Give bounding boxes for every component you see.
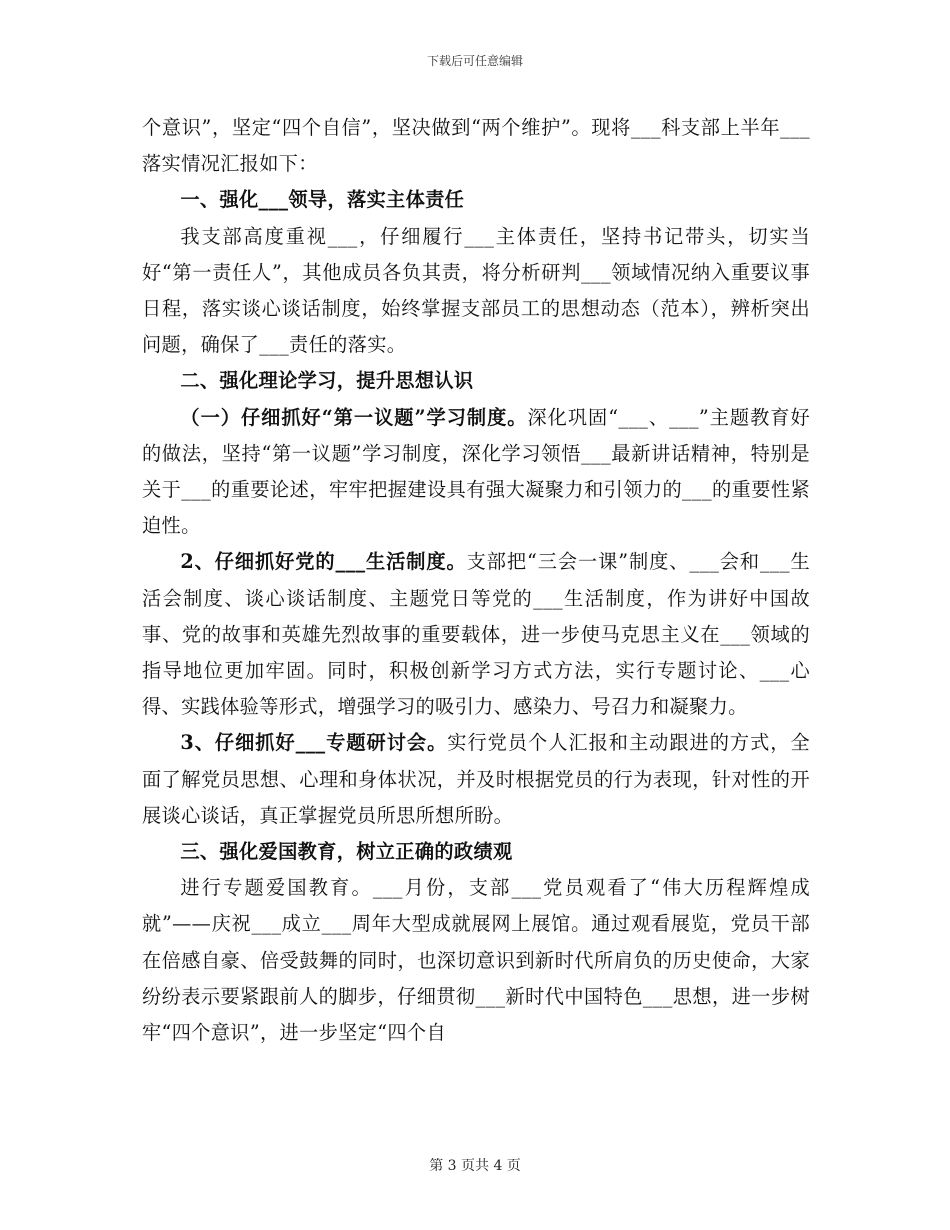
document-body (142, 110, 810, 1051)
page-header-note: 下载后可任意编辑 (426, 54, 523, 68)
section-heading: 二、强化理论学习，提升思想认识 (180, 369, 474, 393)
body-paragraph: 个意识”，坚定“四个自信”，坚决做到“两个维护”。现将___科支部上半年___落实情况汇报如下： (142, 116, 810, 176)
body-paragraph: 进行专题爱国教育。___月份，支部___党员观看了“伟大历程辉煌成就”——庆祝___成立___周年大型成就展网上展馆。通过观看展览，党员干部在倍感自豪、倍受鼓舞的同时，也深切意识到新时代所肩负的历史使命，大家纷纷表示要紧跟前人的脚步，仔细贯彻___新时代中国特色___思想，进一步树牢“四个意识”，进一步坚定“四个自 (142, 876, 810, 1045)
body-paragraph (142, 400, 810, 545)
paragraph-text: 支部把“三会一课”制度、___会和___生活会制度、谈心谈话制度、主题党日等党的___生活制度，作为讲好中国故事、党的故事和英雄先烈故事的重要载体，进一步使马克思主义在___领域的指导地位更加牢固。同时，积极创新学习方式方法，实行专题讨论、___心得、实践体验等形式，增强学习的吸引力、感染力、号召力和凝聚力。 (142, 550, 811, 719)
section-heading: 三、强化爱国教育，树立正确的政绩观 (180, 840, 513, 864)
page-number: 第 3 页共 4 页 (429, 1158, 521, 1174)
body-paragraph: 我支部高度重视___，仔细履行___主体责任，坚持书记带头，切实当好“第一责任人”，其他成员各负其责，将分析研判___领域情况纳入重要议事日程，落实谈心谈话制度，始终掌握支部员工的思想动态（范本），辨析突出问题，确保了___责任的落实。 (142, 224, 810, 357)
subsection-heading: 2、仔细抓好党的___生活制度。 (180, 550, 467, 574)
body-paragraph (142, 725, 810, 834)
section-heading: 一、强化___领导，落实主体责任 (180, 188, 465, 212)
body-paragraph (142, 544, 810, 725)
subsection-heading: （一）仔细抓好“第一议题”学习制度。 (180, 405, 528, 429)
subsection-heading: 3、仔细抓好___专题研讨会。 (180, 731, 448, 755)
paragraph-text: 实行党员个人汇报和主动跟进的方式，全面了解党员思想、心理和身体状况，并及时根据党员的行为表现，针对性的开展谈心谈话，真正掌握党员所思所想所盼。 (142, 731, 810, 827)
paragraph-text: 深化巩固“___、___”主题教育好的做法，坚持“第一议题”学习制度，深化学习领悟___最新讲话精神，特别是关于___的重要论述，牢牢把握建设具有强大凝聚力和引领力的___的重要性紧迫性。 (142, 405, 810, 538)
